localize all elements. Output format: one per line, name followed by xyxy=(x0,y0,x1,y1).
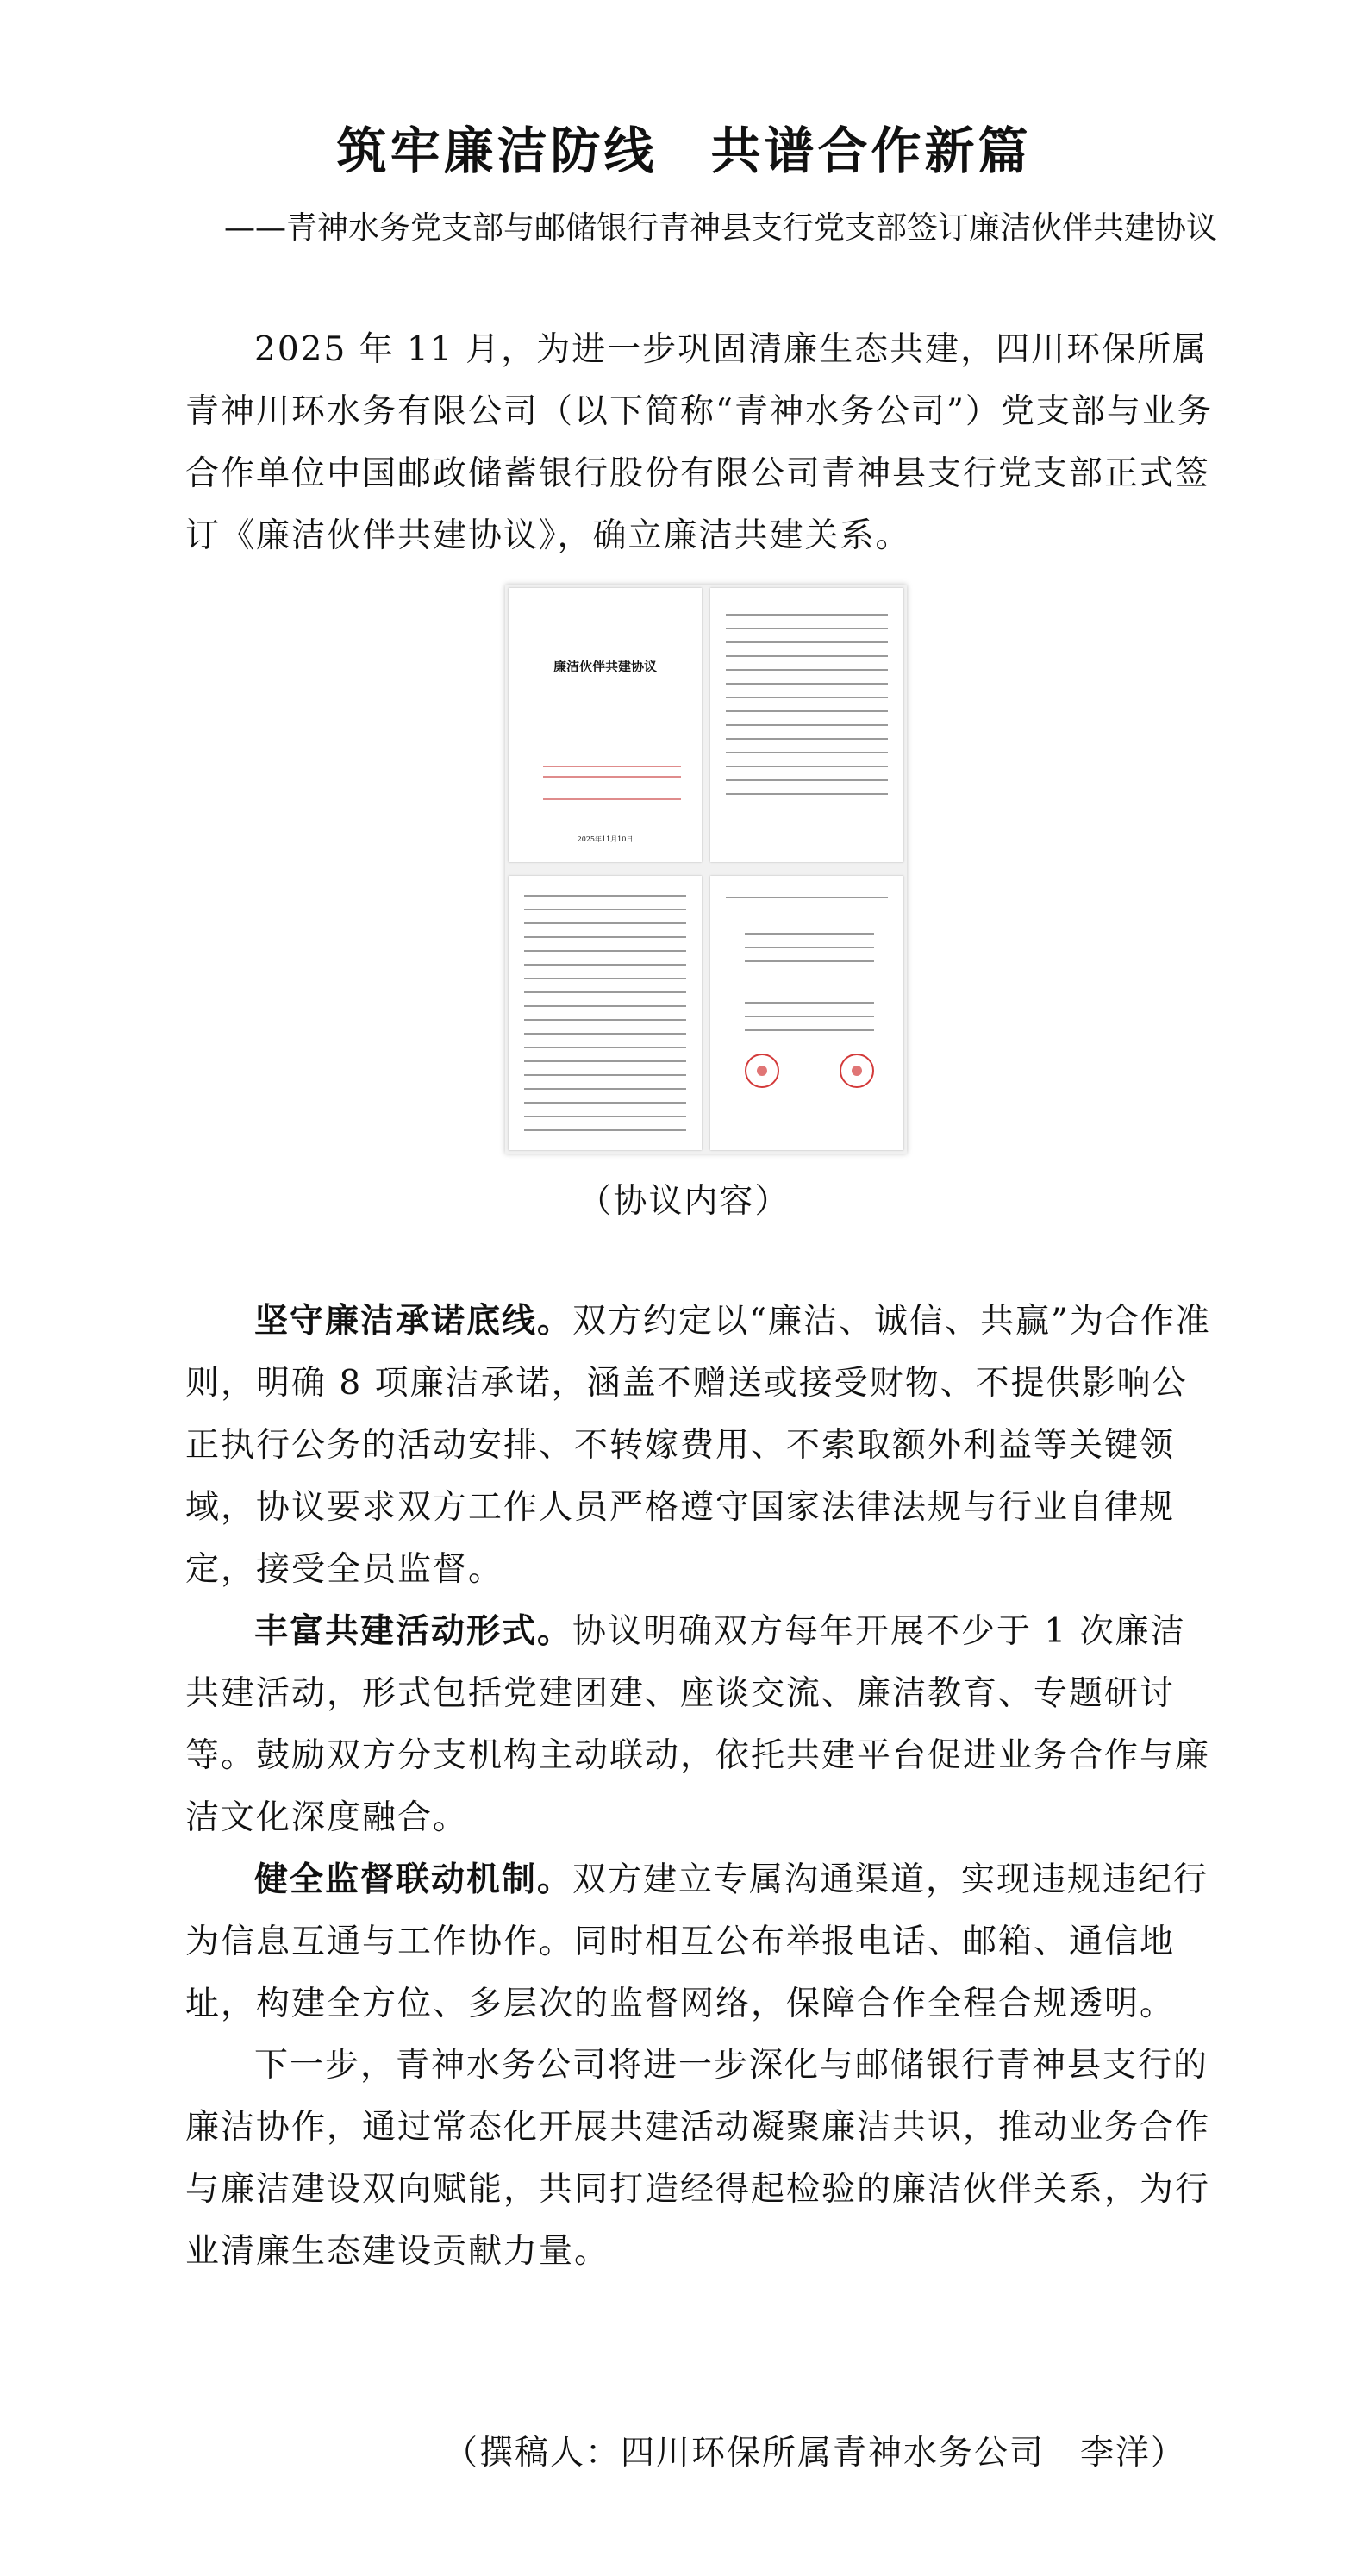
text-line xyxy=(726,669,888,671)
text-line xyxy=(524,1019,686,1021)
text-line xyxy=(726,738,888,740)
text-line xyxy=(524,1088,686,1090)
section-paragraph xyxy=(185,1848,1220,2035)
text-line xyxy=(726,628,888,629)
text-line xyxy=(524,1047,686,1048)
text-line xyxy=(745,1002,874,1004)
article-subtitle: ——青神水务党支部与邮储银行青神县支行党支部签订廉洁伙伴共建协议 xyxy=(224,210,1218,246)
text-line xyxy=(524,1102,686,1104)
text-line xyxy=(524,950,686,952)
text-line xyxy=(524,936,686,938)
cover-date: 2025年11月10日 xyxy=(577,835,634,843)
text-line xyxy=(726,641,888,643)
text-line xyxy=(524,909,686,910)
image-caption: （协议内容） xyxy=(578,1182,790,1221)
text-line xyxy=(726,766,888,767)
section-lead: 丰富共建活动形式。 xyxy=(254,1611,573,1651)
agreement-cover-page xyxy=(509,588,702,862)
text-line xyxy=(726,897,888,898)
cover-party-line xyxy=(543,766,681,767)
closing-paragraph: 下一步，青神水务公司将进一步深化与邮储银行青神县支行的廉洁协作，通过常态化开展共建活动凝聚廉洁共识，推动业务合作与廉洁建设双向赋能，共同打造经得起检验的廉洁伙伴关系，为行业清廉生态建设贡献力量。 xyxy=(185,2046,1211,2271)
text-line xyxy=(726,697,888,698)
text-line xyxy=(524,1116,686,1117)
text-line xyxy=(524,978,686,979)
section-text: 双方建立专属沟通渠道，实现违规违纪行为信息互通与工作协作。同时相互公布举报电话、邮箱、通信地址，构建全方位、多层次的监督网络，保障合作全程合规透明。 xyxy=(185,1860,1209,2023)
section-paragraph xyxy=(185,1600,1220,1849)
text-line xyxy=(524,1033,686,1035)
text-line xyxy=(726,752,888,753)
intro-paragraph: 2025 年 11 月，为进一步巩固清廉生态共建，四川环保所属青神川环水务有限公司（以下简称“青神水务公司”）党支部与业务合作单位中国邮政储蓄银行股份有限公司青神县支行党支部正式签订《廉洁伙伴共建协议》，确立廉洁共建关系。 xyxy=(185,330,1213,555)
text-line xyxy=(726,710,888,712)
section-lead: 健全监督联动机制。 xyxy=(254,1860,573,1899)
cover-party-line xyxy=(543,776,681,778)
agreement-signature-page xyxy=(710,876,903,1150)
cover-title: 廉洁伙伴共建协议 xyxy=(553,659,657,674)
text-line xyxy=(745,947,874,948)
red-seal-icon xyxy=(840,1054,874,1088)
text-line xyxy=(726,683,888,685)
text-line xyxy=(524,1074,686,1076)
text-line xyxy=(524,1129,686,1131)
text-line xyxy=(524,964,686,966)
text-line xyxy=(726,724,888,726)
text-line xyxy=(524,1060,686,1062)
section-text: 协议明确双方每年开展不少于 1 次廉洁共建活动，形式包括党建团建、座谈交流、廉洁教育、专题研讨等。鼓励双方分支机构主动联动，依托共建平台促进业务合作与廉洁文化深度融合。 xyxy=(185,1612,1211,1837)
text-line xyxy=(524,1005,686,1007)
text-line xyxy=(726,779,888,781)
agreement-page-2 xyxy=(710,588,903,862)
author-credit: （撰稿人：四川环保所属青神水务公司 李洋） xyxy=(444,2434,1187,2473)
section-lead: 坚守廉洁承诺底线。 xyxy=(254,1301,573,1341)
text-line xyxy=(745,1029,874,1031)
text-line xyxy=(524,991,686,993)
agreement-page-3 xyxy=(509,876,702,1150)
article-title: 筑牢廉洁防线 共谱合作新篇 xyxy=(336,122,1032,180)
agreement-image xyxy=(505,585,907,1154)
text-line xyxy=(745,1016,874,1017)
text-line xyxy=(726,614,888,616)
red-seal-icon xyxy=(745,1054,779,1088)
text-line xyxy=(524,922,686,924)
text-line xyxy=(726,655,888,657)
section-text: 双方约定以“廉洁、诚信、共赢”为合作准则，明确 8 项廉洁承诺，涵盖不赠送或接受财物、不提供影响公正执行公务的活动安排、不转嫁费用、不索取额外利益等关键领域，协议要求双方工作人员严格遵守国家法律法规与行业自律规定，接受全员监督。 xyxy=(185,1302,1211,1589)
text-line xyxy=(745,960,874,962)
text-line xyxy=(524,895,686,897)
section-paragraph xyxy=(185,1290,1220,1601)
text-line xyxy=(745,933,874,935)
text-line xyxy=(726,793,888,795)
cover-party-line xyxy=(543,798,681,800)
